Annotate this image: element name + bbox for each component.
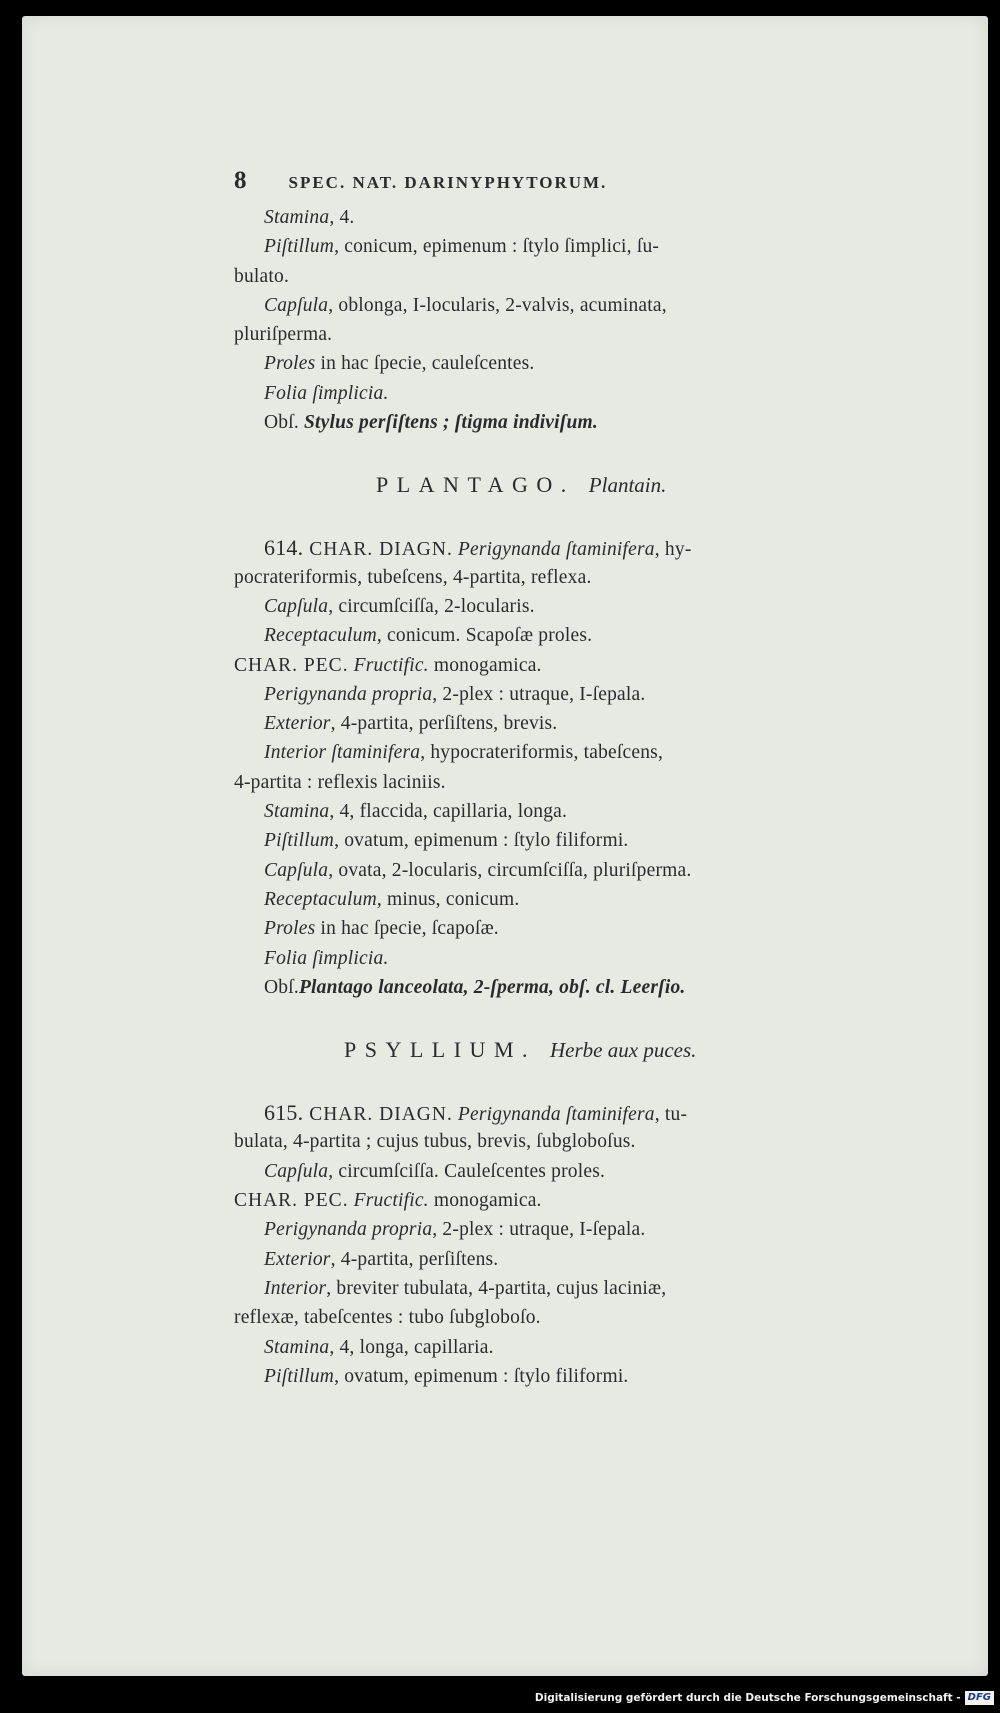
term-label: Perigynanda propria xyxy=(264,1219,433,1241)
char-heading: CHAR. PEC. xyxy=(234,654,349,676)
term-text: , breviter tubulata, 4-partita, cujus laciniæ, xyxy=(326,1277,667,1299)
char-heading: CHAR. PEC. xyxy=(234,1190,349,1212)
text-line xyxy=(234,1215,894,1244)
text-line xyxy=(234,680,894,709)
term-text: , oblonga, I-locularis, 2-valvis, acuminata, xyxy=(328,294,667,316)
term-text: , ovatum, epimenum : ſtylo filiformi. xyxy=(334,1365,629,1387)
term-text: monogamica. xyxy=(428,654,542,676)
term-text: pluriſperma. xyxy=(234,324,333,346)
term-text: 4-partita : reflexis laciniis. xyxy=(234,771,446,793)
obs-prefix: Obſ. xyxy=(264,976,299,998)
text-line xyxy=(234,885,894,914)
term-text: reflexæ, tabeſcentes : tubo ſubgloboſo. xyxy=(234,1307,541,1329)
obs-text: Stylus perſiſtens ; ſtigma indiviſum. xyxy=(298,412,598,434)
term-label: Stamina xyxy=(264,1336,330,1358)
dfg-logo: DFG xyxy=(965,1691,994,1705)
observation-line xyxy=(234,973,894,1002)
text-line xyxy=(234,914,894,943)
page-number: 8 xyxy=(234,167,249,194)
text-line xyxy=(234,320,894,349)
text-line xyxy=(234,1303,894,1332)
text-line xyxy=(234,1362,894,1391)
text-line xyxy=(234,1186,894,1215)
term-label: Stamina xyxy=(264,207,330,228)
plantago-block xyxy=(234,533,894,1002)
term-label: Perigynanda ſtaminifera xyxy=(452,539,655,561)
term-text: in hac ſpecie, cauleſcentes. xyxy=(315,353,535,375)
genus-name: PLANTAGO. xyxy=(376,472,575,498)
text-line xyxy=(234,621,894,650)
psyllium-block xyxy=(234,1098,894,1391)
text-line xyxy=(234,232,894,261)
text-line xyxy=(234,709,894,738)
term-label: Proles xyxy=(264,918,316,940)
running-header xyxy=(234,159,894,203)
entry-number: 614. xyxy=(264,535,304,561)
term-label: Receptaculum xyxy=(264,888,377,910)
term-label: Interior ſtaminifera xyxy=(264,742,421,764)
term-label: Folia ſimplicia. xyxy=(264,382,389,404)
term-label: Exterior xyxy=(264,1248,331,1270)
vernacular-name: Herbe aux puces. xyxy=(550,1038,697,1063)
term-text: bulato. xyxy=(234,265,290,287)
term-label: Capſula xyxy=(264,859,329,881)
term-label: Folia ſimplicia. xyxy=(264,947,389,969)
term-text: , 2-plex : utraque, I-ſepala. xyxy=(432,683,646,705)
text-line xyxy=(234,1245,894,1274)
text-line xyxy=(234,651,894,680)
term-text: , 2-plex : utraque, I-ſepala. xyxy=(432,1219,646,1241)
term-text: , 4-partita, perſiſtens, brevis. xyxy=(330,713,558,735)
text-line xyxy=(234,533,894,562)
term-text: , tu- xyxy=(654,1104,688,1126)
text-line xyxy=(234,944,894,973)
digitization-credit xyxy=(535,1689,994,1707)
text-line xyxy=(234,826,894,855)
term-text: , hypocrateriformis, tabeſcens, xyxy=(420,742,664,764)
text-line xyxy=(234,291,894,320)
vernacular-name: Plantain. xyxy=(588,473,667,498)
term-label: Piſtillum xyxy=(264,236,335,258)
char-heading: CHAR. DIAGN. xyxy=(303,539,453,561)
term-label: Fructific. xyxy=(348,1190,429,1212)
term-label: Exterior xyxy=(264,713,331,735)
term-text: , circumſciſſa, 2-locularis. xyxy=(328,595,535,617)
continuation-block xyxy=(234,203,894,437)
text-line xyxy=(234,1127,894,1156)
text-line xyxy=(234,768,894,797)
obs-prefix: Obſ. xyxy=(264,412,299,434)
entry-number: 615. xyxy=(264,1100,304,1126)
term-text: , 4. xyxy=(329,207,355,228)
text-line xyxy=(234,349,894,378)
term-text: , ovatum, epimenum : ſtylo filiformi. xyxy=(334,830,629,852)
credit-text: Digitalisierung gefördert durch die Deutsche Forschungsgemeinschaft - xyxy=(534,1692,961,1704)
text-line xyxy=(234,592,894,621)
text-line xyxy=(234,797,894,826)
text-line xyxy=(234,203,894,232)
genus-name: PSYLLIUM. xyxy=(344,1037,537,1063)
text-line xyxy=(234,1157,894,1186)
text-line xyxy=(234,1098,894,1127)
text-line xyxy=(234,1274,894,1303)
term-text: , conicum. Scapoſæ proles. xyxy=(376,625,593,647)
term-label: Proles xyxy=(264,353,316,375)
text-line xyxy=(234,262,894,291)
text-line xyxy=(234,738,894,767)
term-label: Piſtillum xyxy=(264,1365,335,1387)
term-text: , minus, conicum. xyxy=(376,888,520,910)
section-heading-plantago xyxy=(234,437,894,533)
term-label: Perigynanda ſtaminifera xyxy=(452,1104,655,1126)
section-heading-psyllium xyxy=(234,1002,894,1098)
term-text: , 4, longa, capillaria. xyxy=(329,1336,494,1358)
text-line xyxy=(234,563,894,592)
term-label: Capſula xyxy=(264,1160,329,1182)
text-line xyxy=(234,379,894,408)
term-label: Fructific. xyxy=(348,654,429,676)
term-text: , hy- xyxy=(654,539,692,561)
running-title: SPEC. NAT. DARINYPHYTORUM. xyxy=(288,173,608,192)
term-label: Capſula xyxy=(264,595,329,617)
term-label: Capſula xyxy=(264,294,329,316)
char-heading: CHAR. DIAGN. xyxy=(303,1104,453,1126)
term-text: , conicum, epimenum : ſtylo ſimplici, ſu- xyxy=(334,236,660,258)
book-page xyxy=(22,16,988,1676)
term-label: Piſtillum xyxy=(264,830,335,852)
term-text: pocrateriformis, tubeſcens, 4-partita, reflexa. xyxy=(234,566,592,588)
term-text: in hac ſpecie, ſcapoſæ. xyxy=(315,918,499,940)
obs-text: Plantago lanceolata, 2-ſperma, obſ. cl. Leerſio. xyxy=(298,976,686,998)
term-text: , 4-partita, perſiſtens. xyxy=(330,1248,499,1270)
term-label: Perigynanda propria xyxy=(264,683,433,705)
term-label: Receptaculum xyxy=(264,625,377,647)
term-text: monogamica. xyxy=(428,1190,542,1212)
term-text: , 4, flaccida, capillaria, longa. xyxy=(329,801,568,823)
term-label: Stamina xyxy=(264,801,330,823)
term-text: bulata, 4-partita ; cujus tubus, brevis, ſubgloboſus. xyxy=(234,1131,636,1153)
term-text: , ovata, 2-locularis, circumſciſſa, pluriſperma. xyxy=(328,859,692,881)
text-block xyxy=(234,159,894,1391)
observation-line xyxy=(234,408,894,437)
text-line xyxy=(234,1333,894,1362)
term-label: Interior xyxy=(264,1277,327,1299)
text-line xyxy=(234,856,894,885)
term-text: , circumſciſſa. Cauleſcentes proles. xyxy=(328,1160,606,1182)
